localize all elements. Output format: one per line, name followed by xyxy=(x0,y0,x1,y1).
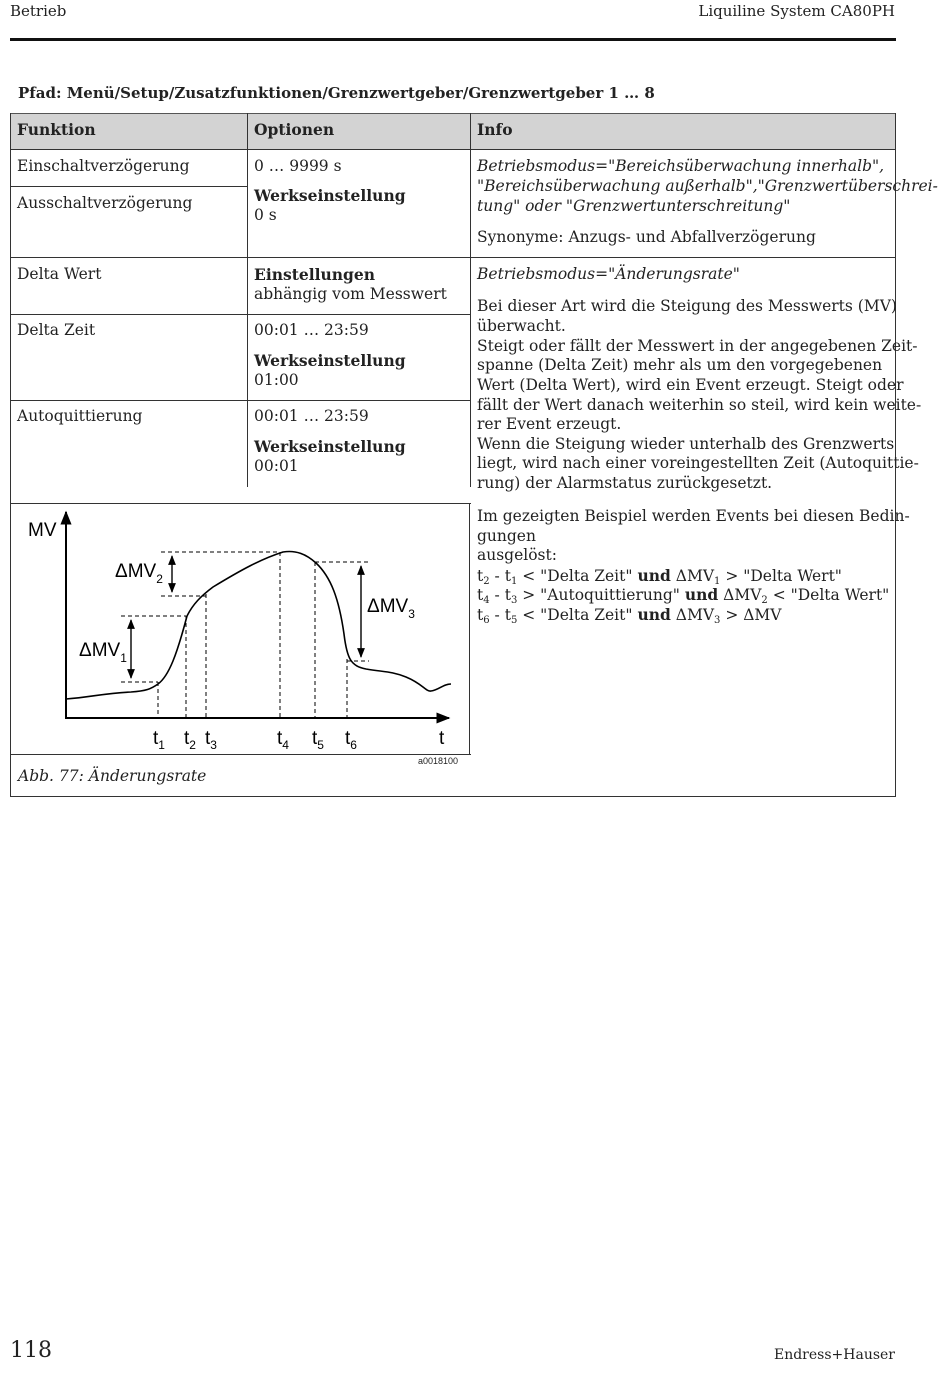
cond-sub: 3 xyxy=(510,595,518,606)
cond-text: t xyxy=(477,606,484,624)
t2-label: $t_2$ xyxy=(184,728,196,752)
condition-2 xyxy=(477,585,889,606)
cond-sub: 1 xyxy=(510,576,518,587)
table-col-divider-1 xyxy=(247,113,248,487)
opt-range-delay: 0 … 9999 s xyxy=(254,157,342,175)
figure-code: a0018100 xyxy=(418,756,459,766)
info-mode-line-2: "Bereichsüberwachung außerhalb","Grenzwertüberschrei- xyxy=(477,177,938,195)
info-example-line: ausgelöst: xyxy=(477,546,557,564)
t4-label: $t_4$ xyxy=(277,728,289,752)
info-mode-aenderungsrate: Betriebsmodus="Änderungsrate" xyxy=(477,265,740,283)
t3-label: $t_3$ xyxy=(205,728,217,752)
cond-text: < "Delta Zeit" xyxy=(517,567,638,585)
table-header-bg xyxy=(11,114,895,149)
cond-sub: 2 xyxy=(761,595,768,606)
cond-text: < "Delta Zeit" xyxy=(517,606,638,624)
row-line-deltazeit xyxy=(10,400,471,401)
func-autoquittierung: Autoquittierung xyxy=(17,407,143,425)
cond-text: > ΔMV xyxy=(720,606,782,624)
cond-text: t xyxy=(477,567,484,585)
col-header-info: Info xyxy=(477,120,513,139)
condition-3 xyxy=(477,605,782,626)
figure-right-border xyxy=(469,503,470,755)
cond-text: - xyxy=(489,606,505,624)
info-example-line: Im gezeigten Beispiel werden Events bei diesen Bedin- xyxy=(477,507,910,525)
col-header-optionen: Optionen xyxy=(254,120,335,139)
cond-text: t xyxy=(504,586,511,604)
func-einschaltverzoegerung: Einschaltverzögerung xyxy=(17,157,190,175)
cond-text: - xyxy=(489,586,505,604)
opt-einstellungen-value: abhängig vom Messwert xyxy=(254,285,447,303)
info-mode-line-3: tung" oder "Grenzwertunterschreitung" xyxy=(477,197,791,215)
dmv1-label: $\Delta MV_1$ xyxy=(79,640,127,665)
cond-text: t xyxy=(504,606,511,624)
cond-sub: 5 xyxy=(510,615,518,626)
info-desc-line: Wert (Delta Wert), wird ein Event erzeugt. Steigt oder xyxy=(477,376,904,394)
page-number: 118 xyxy=(10,1338,52,1363)
cond-text: ΔMV xyxy=(670,606,715,624)
info-desc-line: rer Event erzeugt. xyxy=(477,415,622,433)
info-synonym: Synonyme: Anzugs- und Abfallverzögerung xyxy=(477,228,816,246)
t5-label: $t_5$ xyxy=(312,728,324,752)
table-bottom-line xyxy=(10,796,896,797)
info-desc-line: Wenn die Steigung wieder unterhalb des Grenzwerts xyxy=(477,435,895,453)
opt-default-value: 0 s xyxy=(254,206,277,224)
dmv2-label: $\Delta MV_2$ xyxy=(115,561,163,586)
info-desc-line: spanne (Delta Zeit) mehr als um den vorgegebenen xyxy=(477,356,883,374)
dmv3-label: $\Delta MV_3$ xyxy=(367,596,415,621)
cond-text: > "Delta Wert" xyxy=(720,567,842,585)
t1-label: $t_1$ xyxy=(153,728,165,752)
cond-sub: 6 xyxy=(483,615,490,626)
condition-1 xyxy=(477,566,842,587)
row-line-deltawert xyxy=(10,314,471,315)
table-header-line xyxy=(10,149,896,150)
info-desc-line: liegt, wird nach einer voreingestellten Zeit (Autoquittie- xyxy=(477,454,919,472)
menu-path: Pfad: Menü/Setup/Zusatzfunktionen/Grenzwertgeber/Grenzwertgeber 1 … 8 xyxy=(18,84,655,102)
figure-bottom-line xyxy=(10,754,471,755)
info-example-line: gungen xyxy=(477,527,536,545)
info-desc-line: Bei dieser Art wird die Steigung des Messwerts (MV) xyxy=(477,297,897,315)
cond-sub: 1 xyxy=(714,576,721,587)
opt-delta-zeit-default-label: Werkseinstellung xyxy=(254,351,406,370)
cond-text: > "Autoquittierung" xyxy=(517,586,685,604)
cond-sub: 2 xyxy=(483,576,490,587)
footer-brand: Endress+Hauser xyxy=(773,1347,895,1363)
table-col-divider-2 xyxy=(470,113,471,487)
y-axis-label: MV xyxy=(28,520,57,541)
opt-autoquit-range: 00:01 … 23:59 xyxy=(254,407,369,425)
opt-default-label: Werkseinstellung xyxy=(254,186,406,205)
cond-und: und xyxy=(637,605,671,624)
func-delta-wert: Delta Wert xyxy=(17,265,102,283)
opt-delta-zeit-range: 00:01 … 23:59 xyxy=(254,321,369,339)
cond-text: - xyxy=(489,567,505,585)
cond-sub: 3 xyxy=(714,615,721,626)
cond-text: ΔMV xyxy=(670,567,715,585)
cond-text: t xyxy=(477,586,484,604)
info-desc-line: überwacht. xyxy=(477,317,566,335)
info-mode-line-1: Betriebsmodus="Bereichsüberwachung innerhalb", xyxy=(477,157,885,175)
rate-of-change-diagram xyxy=(11,504,469,754)
t6-label: $t_6$ xyxy=(345,728,357,752)
opt-autoquit-default-value: 00:01 xyxy=(254,457,299,475)
header-section: Betrieb xyxy=(10,2,67,20)
header-rule xyxy=(10,38,896,41)
row-line-group1 xyxy=(10,257,896,258)
col-header-funktion: Funktion xyxy=(17,120,96,139)
info-desc-line: Steigt oder fällt der Messwert in der angegebenen Zeit- xyxy=(477,337,918,355)
cond-sub: 4 xyxy=(483,595,490,606)
info-desc-line: fällt der Wert danach weiterhin so steil, wird kein weite- xyxy=(477,396,922,414)
figure-caption: Abb. 77: Änderungsrate xyxy=(18,767,207,785)
cond-und: und xyxy=(637,566,671,585)
row-line-einschalt xyxy=(10,186,247,187)
cond-text: t xyxy=(504,567,511,585)
header-product: Liquiline System CA80PH xyxy=(698,2,895,20)
x-axis-label: t xyxy=(439,728,445,749)
func-delta-zeit: Delta Zeit xyxy=(17,321,96,339)
cond-text: ΔMV xyxy=(718,586,762,604)
opt-delta-zeit-default-value: 01:00 xyxy=(254,371,299,389)
func-ausschaltverzoegerung: Ausschaltverzögerung xyxy=(17,194,193,212)
cond-text: < "Delta Wert" xyxy=(767,586,890,604)
opt-autoquit-default-label: Werkseinstellung xyxy=(254,437,406,456)
opt-einstellungen-label: Einstellungen xyxy=(254,265,376,284)
info-desc-line: rung) der Alarmstatus zurückgesetzt. xyxy=(477,474,773,492)
cond-und: und xyxy=(684,585,719,604)
